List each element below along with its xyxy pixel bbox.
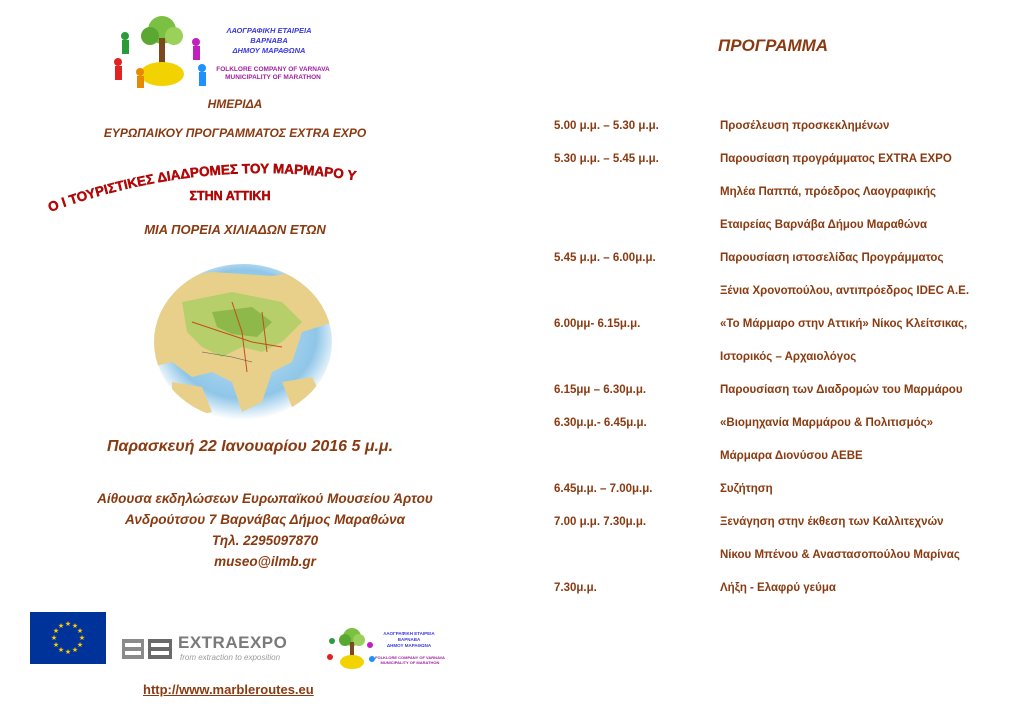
program-row — [500, 351, 1024, 371]
program-row — [500, 483, 1024, 503]
program-title: ΠΡΟΓΡΑΜΜΑ — [718, 36, 829, 55]
program-row-event: Ιστορικός – Αρχαιολόγος — [720, 351, 857, 363]
svg-text:★: ★ — [52, 641, 60, 649]
program-row-event: Παρουσίαση ιστοσελίδας Προγράμματος — [720, 252, 944, 264]
extraexpo-title: EXTRAEXPO — [178, 633, 288, 652]
program-row-event: Μάρμαρα Διονύσου ΑΕΒΕ — [720, 450, 863, 462]
program-row-time: 7.30μ.μ. — [554, 582, 597, 594]
program-row-event: «Το Μάρμαρο στην Αττική» Νίκος Κλείτσικας, — [720, 318, 968, 330]
program-row-time: 6.00μμ- 6.15μ.μ. — [554, 318, 641, 330]
program-row — [500, 219, 1024, 239]
program-row — [500, 384, 1024, 404]
logo-english-line2: MUNICIPALITY OF MARATHON — [225, 74, 321, 81]
program-row — [500, 516, 1024, 536]
program-row — [500, 450, 1024, 470]
program-row — [500, 153, 1024, 173]
program-row — [500, 120, 1024, 140]
extraexpo-logo — [122, 633, 322, 665]
svg-text:★: ★ — [50, 634, 58, 642]
extraexpo-tagline: from extraction to exposition — [180, 653, 281, 662]
svg-text:★: ★ — [52, 627, 60, 635]
program-row-event: Προσέλευση προσκεκλημένων — [720, 120, 890, 132]
program-row-event: Μηλέα Παππά, πρόεδρος Λαογραφικής — [720, 186, 937, 198]
left-panel — [0, 0, 470, 720]
program-row-time: 6.30μ.μ.- 6.45μ.μ. — [554, 417, 647, 429]
venue-block — [0, 488, 530, 572]
program-row-event: «Βιομηχανία Μαρμάρου & Πολιτισμός» — [720, 417, 934, 429]
svg-text:★: ★ — [78, 634, 86, 642]
conference-type: ΗΜΕΡΙΔΑ — [207, 97, 263, 111]
website-link[interactable]: http://www.marbleroutes.eu — [143, 682, 314, 697]
program-row-time: 6.15μμ – 6.30μ.μ. — [554, 384, 647, 396]
venue-line1: Αίθουσα εκδηλώσεων Ευρωπαϊκού Μουσείου Άρτου — [97, 491, 433, 506]
program-panel — [500, 0, 1024, 720]
logo-greek-line2: ΔΗΜΟΥ ΜΑΡΑΘΩΝΑ — [232, 46, 306, 55]
folklore-company-logo — [110, 12, 370, 92]
svg-text:★: ★ — [57, 622, 65, 630]
logo-english-line1: FOLKLORE COMPANY OF VARNAVA — [216, 66, 330, 73]
event-date: Παρασκευή 22 Ιανουαρίου 2016 5 μ.μ. — [106, 438, 394, 455]
program-row — [500, 318, 1024, 338]
program-row-event: Ξένια Χρονοπούλου, αντιπρόεδρος IDEC A.E. — [720, 285, 970, 297]
program-row-event: Λήξη - Ελαφρύ γεύμα — [720, 582, 836, 594]
venue-line2: Ανδρούτσου 7 Βαρνάβας Δήμος Μαραθώνα — [124, 512, 406, 527]
svg-text:★: ★ — [71, 646, 79, 654]
svg-text:★: ★ — [71, 622, 79, 630]
program-row-event: Παρουσίαση των Διαδρομών του Μαρμάρου — [720, 384, 963, 396]
program-row-event: Εταιρείας Βαρνάβα Δήμου Μαραθώνα — [720, 219, 928, 231]
folklore-company-logo-small — [326, 625, 456, 671]
venue-phone: Τηλ. 2295097870 — [211, 533, 319, 548]
logo-greek-line1: ΛΑΟΓΡΑΦΙΚΗ ΕΤΑΙΡΕΙΑ ΒΑΡΝΑΒΑ — [226, 26, 312, 45]
program-row-time: 6.45μ.μ. – 7.00μ.μ. — [554, 483, 653, 495]
program-row-event: Ξενάγηση στην έκθεση των Καλλιτεχνών — [720, 516, 944, 528]
small-logo-english-line1: FOLKLORE COMPANY OF VARNAVA — [375, 655, 445, 660]
svg-text:★: ★ — [64, 648, 72, 656]
extraexpo-mark-icon — [122, 637, 176, 661]
program-row — [500, 186, 1024, 206]
svg-text:★: ★ — [57, 646, 65, 654]
tree-people-icon-small — [326, 625, 376, 671]
program-row-time: 7.00 μ.μ. 7.30μ.μ. — [554, 516, 647, 528]
program-row-event: Νίκου Μπένου & Αναστασοπούλου Μαρίνας — [720, 549, 960, 561]
program-row-event: Συζήτηση — [720, 483, 773, 495]
program-row — [500, 252, 1024, 272]
small-logo-greek-line1: ΛΑΟΓΡΑΦΙΚΗ ΕΤΑΙΡΕΙΑ ΒΑΡΝΑΒΑ — [383, 631, 435, 642]
svg-text:★: ★ — [64, 620, 72, 628]
program-row-time: 5.45 μ.μ. – 6.00μ.μ. — [554, 252, 656, 264]
program-row-time: 5.00 μ.μ. – 5.30 μ.μ. — [554, 120, 659, 132]
svg-text:★: ★ — [76, 627, 84, 635]
svg-text:★: ★ — [76, 641, 84, 649]
program-row-event: Παρουσίαση προγράμματος EXTRA EXPO — [720, 153, 952, 165]
program-row — [500, 285, 1024, 305]
event-title-line1: Ο Ι ΤΟΥΡΙΣΤΙΚΕΣ ΔΙΑΔΡΟΜΕΣ ΤΟΥ ΜΑΡΜΑΡΟ Υ — [45, 161, 358, 215]
event-subtitle: ΜΙΑ ΠΟΡΕΙΑ ΧΙΛΙΑΔΩΝ ΕΤΩΝ — [144, 222, 326, 237]
small-logo-greek-line2: ΔΗΜΟΥ ΜΑΡΑΘΩΝΑ — [386, 643, 432, 648]
small-logo-english-line2: MUNICIPALITY OF MARATHON — [380, 660, 440, 665]
venue-email: museo@ilmb.gr — [214, 554, 316, 569]
event-title-arc — [40, 150, 420, 220]
program-row — [500, 549, 1024, 569]
event-title-line2: ΣΤΗΝ ΑΤΤΙΚΗ — [189, 189, 271, 203]
program-row-time: 5.30 μ.μ. – 5.45 μ.μ. — [554, 153, 659, 165]
program-name: ΕΥΡΩΠΑΙΚΟΥ ΠΡΟΓΡΑΜΜΑΤΟΣ EXTRA EXPO — [103, 126, 367, 140]
program-row — [500, 582, 1024, 602]
tree-people-icon — [110, 12, 210, 92]
program-row — [500, 417, 1024, 437]
attica-map-globe — [152, 262, 334, 422]
svg-text:Ο Ι ΤΟΥΡΙΣΤΙΚΕΣ ΔΙΑΔΡΟΜΕΣ ΤΟΥ — [46, 161, 357, 215]
eu-flag-icon — [30, 612, 106, 664]
